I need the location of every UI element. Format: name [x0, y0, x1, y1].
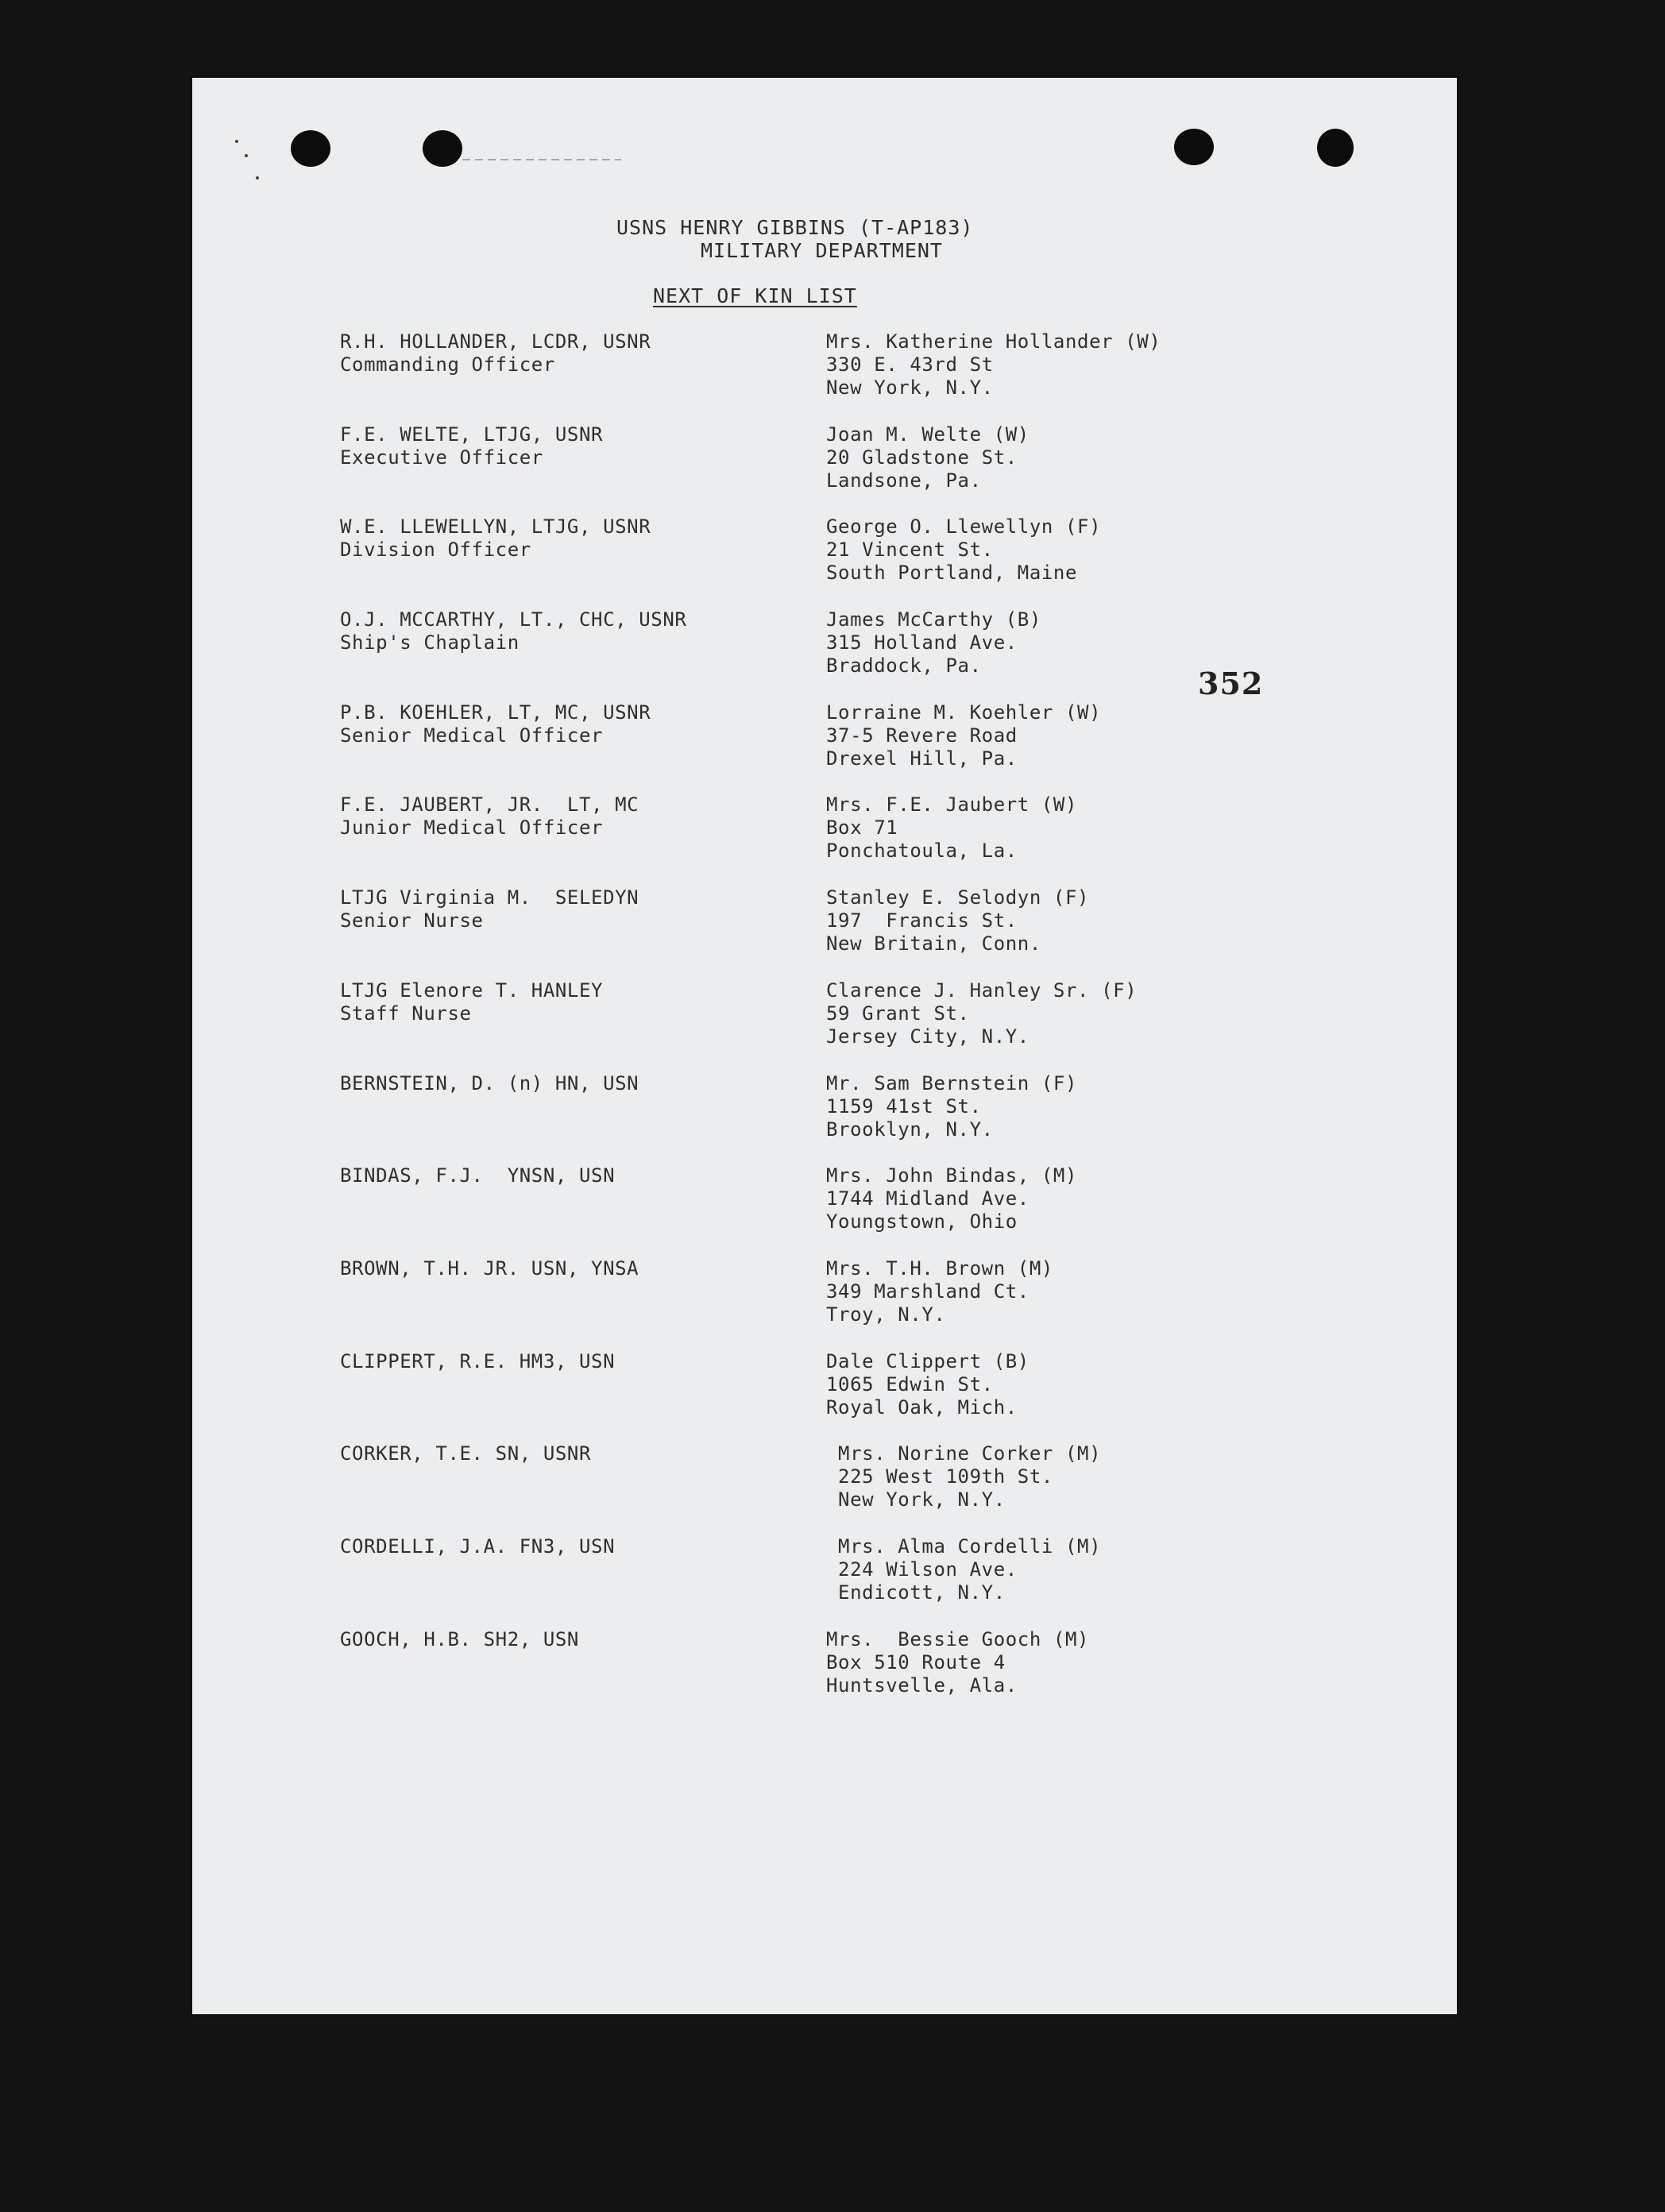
- kin-name: Mrs. T.H. Brown (M): [826, 1257, 1053, 1280]
- member-name-rank: LTJG Elenore T. HANLEY: [340, 979, 604, 1002]
- kin-street: Box 71: [826, 816, 898, 840]
- service-member: [340, 793, 826, 886]
- kin-city: Endicott, N.Y.: [826, 1581, 1006, 1604]
- scan-artifact: [256, 176, 259, 180]
- kin-street: 225 West 109th St.: [826, 1465, 1053, 1488]
- punch-hole: [1174, 129, 1214, 165]
- member-role: Senior Nurse: [340, 909, 484, 932]
- service-member: [340, 1350, 826, 1443]
- service-member: [340, 1257, 826, 1350]
- kin-city: Jersey City, N.Y.: [826, 1025, 1030, 1048]
- kin-name: Lorraine M. Koehler (W): [826, 701, 1102, 724]
- next-of-kin: [826, 1164, 1293, 1257]
- kin-street: 1744 Midland Ave.: [826, 1187, 1030, 1210]
- kin-city: Brooklyn, N.Y.: [826, 1118, 994, 1141]
- kin-street: 349 Marshland Ct.: [826, 1280, 1030, 1303]
- next-of-kin: [826, 1535, 1293, 1628]
- service-member: [340, 423, 826, 516]
- list-entry: [340, 608, 1293, 701]
- kin-name: Stanley E. Selodyn (F): [826, 886, 1090, 909]
- next-of-kin: [826, 423, 1293, 516]
- list-entry: [340, 1072, 1293, 1165]
- member-name-rank: F.E. JAUBERT, JR. LT, MC: [340, 793, 639, 816]
- list-entry: [340, 1257, 1293, 1350]
- next-of-kin: [826, 701, 1293, 794]
- member-name-rank: GOOCH, H.B. SH2, USN: [340, 1627, 579, 1650]
- list-entry: [340, 1628, 1293, 1721]
- ship-name: USNS HENRY GIBBINS (T-AP183): [616, 216, 974, 239]
- service-member: [340, 701, 826, 794]
- next-of-kin: [826, 886, 1293, 979]
- scan-artifact: [245, 154, 248, 157]
- kin-city: Drexel Hill, Pa.: [826, 747, 1018, 770]
- kin-street: 315 Holland Ave.: [826, 631, 1018, 654]
- member-name-rank: BINDAS, F.J. YNSN, USN: [340, 1164, 616, 1187]
- list-title: NEXT OF KIN LIST: [653, 284, 857, 307]
- list-entry: [340, 979, 1293, 1072]
- list-entry: [340, 886, 1293, 979]
- kin-street: 59 Grant St.: [826, 1002, 970, 1025]
- kin-city: Ponchatoula, La.: [826, 840, 1018, 863]
- kin-city: Youngstown, Ohio: [826, 1210, 1018, 1233]
- kin-name: Dale Clippert (B): [826, 1349, 1030, 1372]
- next-of-kin: [826, 1072, 1293, 1165]
- member-role: Executive Officer: [340, 446, 543, 469]
- list-entry: [340, 793, 1293, 886]
- list-entry: [340, 330, 1293, 423]
- kin-name: Mrs. Norine Corker (M): [826, 1442, 1102, 1465]
- member-role: Junior Medical Officer: [340, 816, 604, 840]
- member-role: Division Officer: [340, 539, 531, 562]
- kin-street: Box 510 Route 4: [826, 1650, 1006, 1673]
- kin-name: Mrs. Alma Cordelli (M): [826, 1535, 1102, 1558]
- list-entry: [340, 515, 1293, 608]
- next-of-kin: [826, 608, 1293, 701]
- kin-street: 224 Wilson Ave.: [826, 1558, 1018, 1581]
- service-member: [340, 1535, 826, 1628]
- member-role: Staff Nurse: [340, 1002, 472, 1025]
- punch-hole: [1317, 129, 1354, 167]
- service-member: [340, 1072, 826, 1165]
- next-of-kin: [826, 1257, 1293, 1350]
- kin-city: Royal Oak, Mich.: [826, 1396, 1018, 1419]
- next-of-kin: [826, 979, 1293, 1072]
- kin-city: South Portland, Maine: [826, 562, 1078, 585]
- service-member: [340, 515, 826, 608]
- kin-street: 330 E. 43rd St: [826, 353, 994, 376]
- next-of-kin: [826, 515, 1293, 608]
- member-name-rank: CORDELLI, J.A. FN3, USN: [340, 1535, 616, 1558]
- kin-name: Joan M. Welte (W): [826, 423, 1030, 446]
- kin-name: George O. Llewellyn (F): [826, 515, 1102, 539]
- next-of-kin-list: [340, 330, 1293, 1720]
- service-member: [340, 886, 826, 979]
- next-of-kin: [826, 1350, 1293, 1443]
- kin-street: 197 Francis St.: [826, 909, 1018, 932]
- next-of-kin: [826, 793, 1293, 886]
- member-name-rank: BROWN, T.H. JR. USN, YNSA: [340, 1257, 639, 1280]
- kin-street: 1065 Edwin St.: [826, 1372, 994, 1396]
- kin-street: 1159 41st St.: [826, 1094, 982, 1118]
- kin-city: New York, N.Y.: [826, 1488, 1006, 1511]
- list-entry: [340, 1350, 1293, 1443]
- member-name-rank: P.B. KOEHLER, LT, MC, USNR: [340, 701, 651, 724]
- kin-name: James McCarthy (B): [826, 608, 1041, 631]
- member-name-rank: R.H. HOLLANDER, LCDR, USNR: [340, 330, 651, 353]
- member-role: Ship's Chaplain: [340, 631, 520, 654]
- kin-name: Mr. Sam Bernstein (F): [826, 1071, 1078, 1094]
- member-name-rank: CORKER, T.E. SN, USNR: [340, 1442, 592, 1465]
- member-name-rank: O.J. MCCARTHY, LT., CHC, USNR: [340, 608, 687, 631]
- punch-hole: [291, 130, 330, 167]
- punch-hole: [423, 130, 462, 167]
- service-member: [340, 979, 826, 1072]
- member-role: Senior Medical Officer: [340, 724, 604, 747]
- service-member: [340, 330, 826, 423]
- kin-street: 37-5 Revere Road: [826, 724, 1018, 747]
- kin-city: Landsone, Pa.: [826, 469, 982, 492]
- page-number: 352: [1198, 666, 1264, 701]
- next-of-kin: [826, 1628, 1293, 1721]
- kin-city: Huntsvelle, Ala.: [826, 1673, 1018, 1697]
- member-role: Commanding Officer: [340, 353, 555, 376]
- list-entry: [340, 1164, 1293, 1257]
- kin-name: Mrs. Bessie Gooch (M): [826, 1627, 1090, 1650]
- service-member: [340, 1628, 826, 1721]
- service-member: [340, 1164, 826, 1257]
- kin-city: Troy, N.Y.: [826, 1303, 946, 1326]
- service-member: [340, 1442, 826, 1535]
- list-entry: [340, 1442, 1293, 1535]
- list-entry: [340, 423, 1293, 516]
- scan-artifact: [235, 140, 238, 143]
- department-title: MILITARY DEPARTMENT: [701, 239, 943, 262]
- kin-city: New York, N.Y.: [826, 376, 994, 399]
- member-name-rank: CLIPPERT, R.E. HM3, USN: [340, 1349, 616, 1372]
- member-name-rank: W.E. LLEWELLYN, LTJG, USNR: [340, 515, 651, 539]
- kin-name: Clarence J. Hanley Sr. (F): [826, 979, 1138, 1002]
- member-name-rank: BERNSTEIN, D. (n) HN, USN: [340, 1071, 639, 1094]
- next-of-kin: [826, 330, 1293, 423]
- kin-street: 21 Vincent St.: [826, 539, 994, 562]
- kin-street: 20 Gladstone St.: [826, 446, 1018, 469]
- list-entry: [340, 1535, 1293, 1628]
- kin-city: Braddock, Pa.: [826, 654, 982, 677]
- service-member: [340, 608, 826, 701]
- member-name-rank: F.E. WELTE, LTJG, USNR: [340, 423, 604, 446]
- kin-name: Mrs. Katherine Hollander (W): [826, 330, 1161, 353]
- member-name-rank: LTJG Virginia M. SELEDYN: [340, 886, 639, 909]
- kin-name: Mrs. John Bindas, (M): [826, 1164, 1078, 1187]
- list-entry: [340, 701, 1293, 794]
- next-of-kin: [826, 1442, 1293, 1535]
- kin-city: New Britain, Conn.: [826, 932, 1041, 955]
- document-page: [192, 78, 1457, 2014]
- scan-artifact: [462, 159, 621, 160]
- kin-name: Mrs. F.E. Jaubert (W): [826, 793, 1078, 816]
